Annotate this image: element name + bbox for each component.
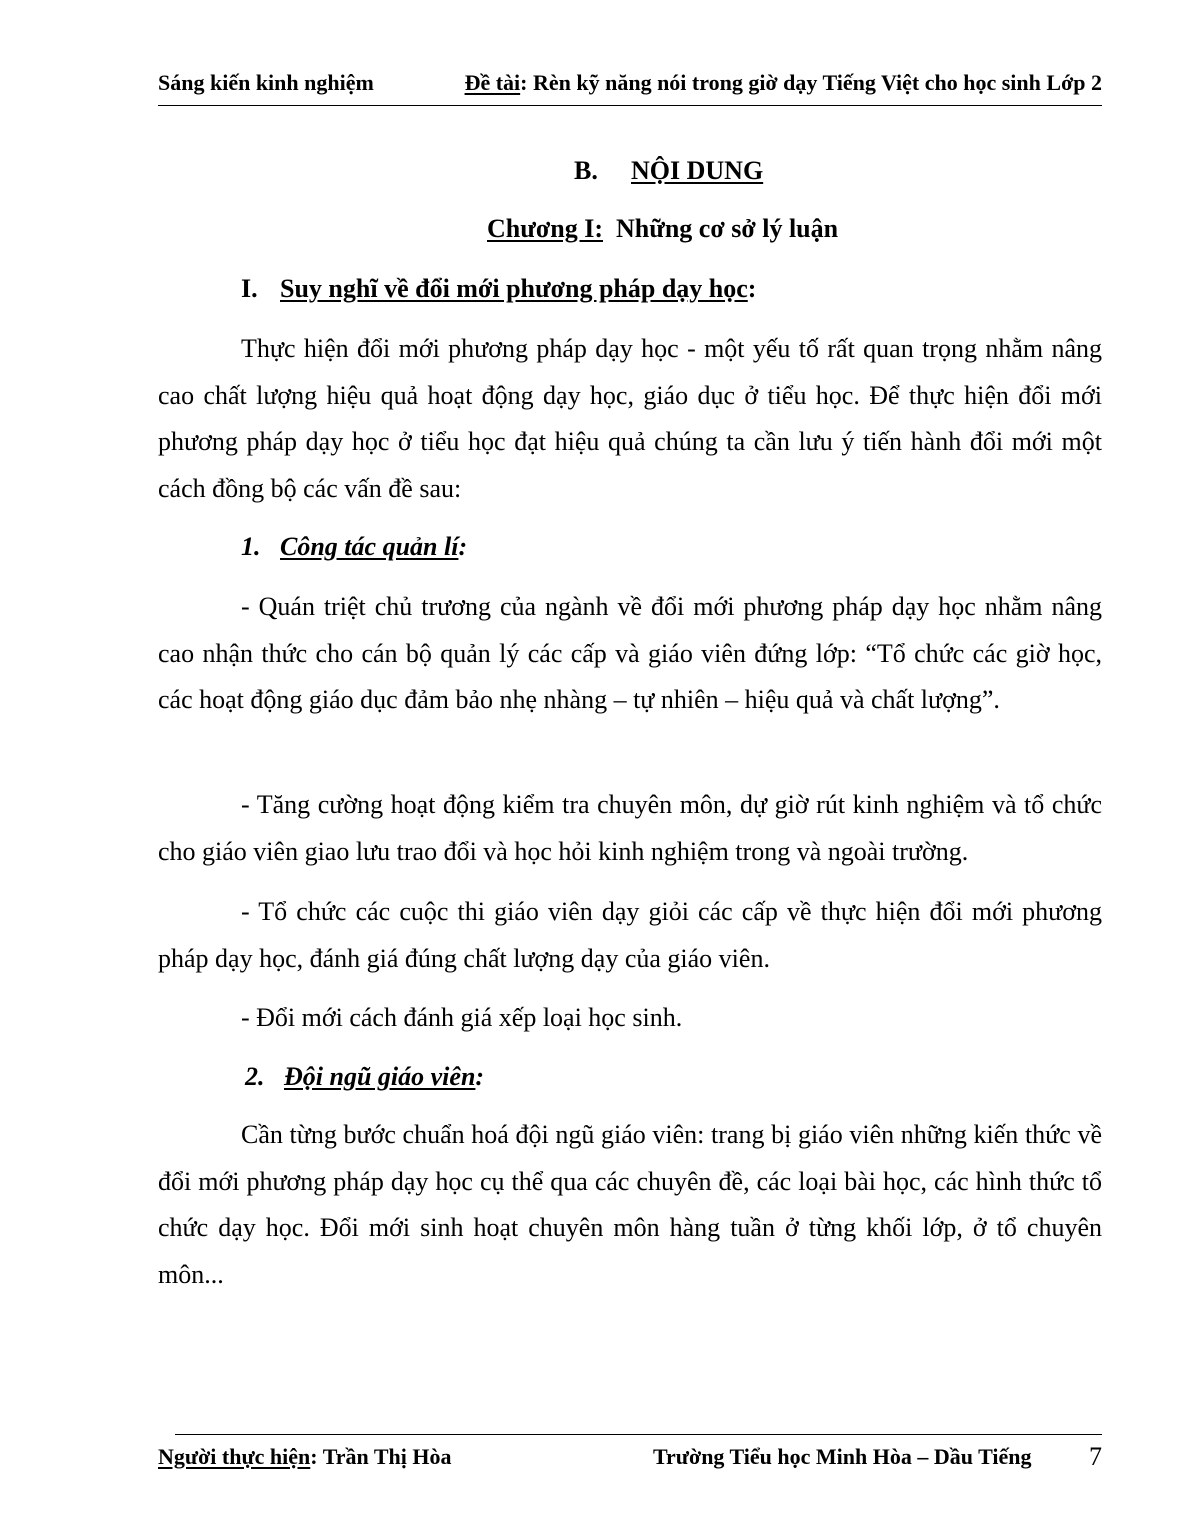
section-title: NỘI DUNG <box>631 156 764 185</box>
subsection-heading-teachers <box>245 1062 484 1092</box>
header-document-type: Sáng kiến kinh nghiệm <box>158 70 374 95</box>
chapter-label: Chương I: <box>487 214 603 243</box>
footer-divider <box>175 1434 1102 1435</box>
section-heading <box>574 156 763 186</box>
header-topic <box>465 70 1102 96</box>
part-title: Suy nghĩ về đổi mới phương pháp dạy học <box>280 274 748 303</box>
page-header <box>158 70 1102 100</box>
footer-author <box>158 1444 451 1470</box>
subsection-number: 2. <box>245 1062 265 1091</box>
subsection-heading-management <box>241 532 467 562</box>
paragraph-management-3: - Tổ chức các cuộc thi giáo viên dạy giỏi các cấp về thực hiện đổi mới phương pháp dạy học, đánh giá đúng chất lượng dạy của giáo viên. <box>158 897 1102 973</box>
section-number: B. <box>574 156 598 185</box>
header-topic-title: : Rèn kỹ năng nói trong giờ dạy Tiếng Việt cho học sinh Lớp 2 <box>520 70 1102 95</box>
chapter-title: Những cơ sở lý luận <box>615 214 839 243</box>
header-topic-label: Đề tài <box>464 70 521 95</box>
chapter-heading <box>487 214 838 244</box>
page-footer <box>158 1444 1102 1476</box>
footer-author-label: Người thực hiện <box>158 1444 311 1469</box>
subsection-title: Đội ngũ giáo viên <box>284 1062 476 1091</box>
footer-school: Trường Tiểu học Minh Hòa – Dầu Tiếng <box>653 1444 1032 1469</box>
subsection-title: Công tác quản lí <box>280 532 459 561</box>
paragraph-management-1: - Quán triệt chủ trương của ngành về đổi mới phương pháp dạy học nhằm nâng cao nhận thức cho cán bộ quản lý các cấp và giáo viên đứng lớp: “Tổ chức các giờ học, các hoạt động giáo dục đảm bảo nhẹ nhàng – tự nhiên – hiệu quả và chất lượng”. <box>158 592 1102 714</box>
footer-author-name: : Trần Thị Hòa <box>310 1444 452 1469</box>
paragraph-teachers: Cần từng bước chuẩn hoá đội ngũ giáo viên: trang bị giáo viên những kiến thức về đổi mới phương pháp dạy học cụ thể qua các chuyên đề, các loại bài học, các hình thức tổ chức dạy học. Đổi mới sinh hoạt chuyên môn hàng tuần ở từng khối lớp, ở tổ chuyên môn... <box>158 1120 1102 1289</box>
paragraph-management-4: - Đổi mới cách đánh giá xếp loại học sinh. <box>241 1003 683 1032</box>
paragraph-intro: Thực hiện đổi mới phương pháp dạy học - một yếu tố rất quan trọng nhằm nâng cao chất lượng hiệu quả hoạt động dạy học, giáo dục ở tiểu học. Để thực hiện đổi mới phương pháp dạy học ở tiểu học đạt hiệu quả chúng ta cần lưu ý tiến hành đổi mới một cách đồng bộ các vấn đề sau: <box>158 334 1102 503</box>
part-colon: : <box>747 274 757 303</box>
part-heading <box>241 274 756 304</box>
subsection-colon: : <box>475 1062 485 1091</box>
header-divider <box>158 105 1102 106</box>
subsection-number: 1. <box>241 532 261 561</box>
paragraph-management-2: - Tăng cường hoạt động kiểm tra chuyên môn, dự giờ rút kinh nghiệm và tổ chức cho giáo viên giao lưu trao đổi và học hỏi kinh nghiệm trong và ngoài trường. <box>158 790 1102 866</box>
part-number: I. <box>241 274 258 303</box>
page-number: 7 <box>1089 1442 1102 1471</box>
subsection-colon: : <box>458 532 468 561</box>
